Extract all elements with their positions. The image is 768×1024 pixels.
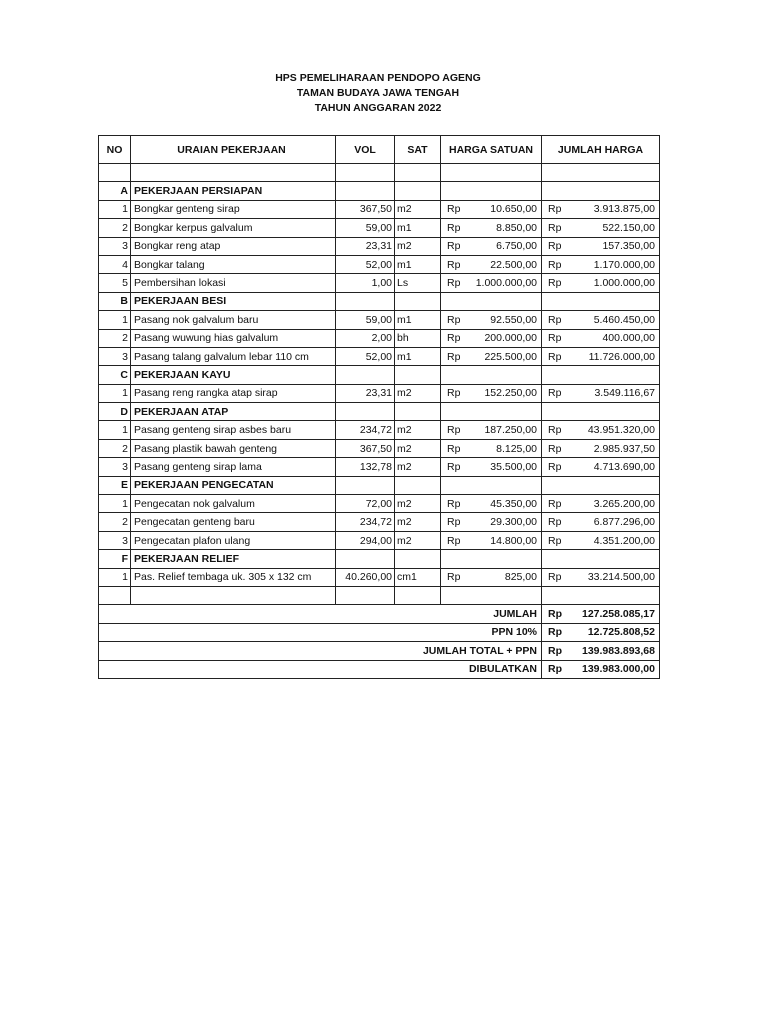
col-jumlah-harga: JUMLAH HARGA [542,136,660,164]
summary-value: 139.983.893,68 [582,644,655,657]
currency-label: Rp [447,313,461,326]
item-total-price [542,458,660,476]
col-no: NO [99,136,131,164]
item-unit-price-value: 1.000.000,00 [475,277,537,290]
col-uraian: URAIAN PEKERJAAN [131,136,336,164]
blank-cell [336,164,395,182]
section-title: PEKERJAAN KAYU [131,366,336,384]
empty-cell [336,476,395,494]
item-description: Bongkar reng atap [131,237,336,255]
item-unit: cm1 [395,568,441,586]
item-volume: 59,00 [336,311,395,329]
item-unit: m2 [395,384,441,402]
section-row [99,550,660,568]
item-unit-price [441,384,542,402]
currency-label: Rp [447,258,461,271]
item-no: 2 [99,439,131,457]
item-total-price-value: 2.985.937,50 [593,442,655,455]
empty-cell [395,182,441,200]
section-title: PEKERJAAN ATAP [131,403,336,421]
item-unit-price [441,568,542,586]
empty-cell [542,476,660,494]
blank-cell [542,586,660,604]
item-total-price-value: 1.000.000,00 [593,277,655,290]
item-unit-price-value: 92.550,00 [490,313,537,326]
item-description: Pasang plastik bawah genteng [131,439,336,457]
blank-cell [395,164,441,182]
item-no: 1 [99,495,131,513]
empty-cell [542,292,660,310]
item-description: Bongkar kerpus galvalum [131,219,336,237]
summary-row [99,605,660,623]
item-unit: m2 [395,237,441,255]
summary-label: JUMLAH TOTAL + PPN [99,642,542,660]
item-description: Pas. Relief tembaga uk. 305 x 132 cm [131,568,336,586]
item-description: Pembersihan lokasi [131,274,336,292]
item-total-price [542,439,660,457]
empty-cell [336,182,395,200]
empty-cell [441,550,542,568]
item-total-price-value: 5.460.450,00 [593,313,655,326]
currency-label: Rp [548,240,562,253]
item-volume: 52,00 [336,255,395,273]
item-unit-price [441,311,542,329]
summary-value: 127.258.085,17 [582,608,655,621]
empty-cell [542,366,660,384]
section-row [99,476,660,494]
item-volume: 294,00 [336,531,395,549]
item-unit: m2 [395,439,441,457]
empty-cell [395,476,441,494]
document-header [0,71,768,116]
item-row [99,311,660,329]
item-total-price [542,495,660,513]
item-unit-price-value: 8.125,00 [496,442,537,455]
item-volume: 23,31 [336,237,395,255]
section-row [99,182,660,200]
item-unit: m2 [395,421,441,439]
section-row [99,366,660,384]
currency-label: Rp [548,460,562,473]
currency-label: Rp [548,571,562,584]
currency-label: Rp [447,442,461,455]
empty-cell [542,403,660,421]
item-unit-price-value: 152.250,00 [484,387,537,400]
summary-row [99,642,660,660]
item-volume: 367,50 [336,439,395,457]
item-total-price-value: 4.713.690,00 [593,460,655,473]
currency-label: Rp [447,221,461,234]
item-unit-price [441,347,542,365]
table-header-row [99,136,660,164]
item-unit-price [441,513,542,531]
item-no: 1 [99,568,131,586]
empty-cell [336,292,395,310]
table-body [99,136,660,679]
section-code: A [99,182,131,200]
currency-label: Rp [548,387,562,400]
currency-label: Rp [447,497,461,510]
header-subtitle: TAMAN BUDAYA JAWA TENGAH [296,87,460,99]
item-row [99,237,660,255]
blank-cell [99,586,131,604]
summary-amount [542,605,660,623]
item-unit-price-value: 8.850,00 [496,221,537,234]
section-title: PEKERJAAN RELIEF [131,550,336,568]
summary-label: DIBULATKAN [99,660,542,678]
item-total-price-value: 3.549.116,67 [594,387,655,400]
item-description: Pengecatan plafon ulang [131,531,336,549]
item-unit-price [441,219,542,237]
item-volume: 1,00 [336,274,395,292]
currency-label: Rp [447,277,461,290]
item-total-price-value: 3.913.875,00 [593,203,655,216]
item-unit-price [441,458,542,476]
item-total-price [542,513,660,531]
item-total-price-value: 43.951.320,00 [587,424,655,437]
item-total-price [542,568,660,586]
summary-amount [542,660,660,678]
item-unit-price-value: 22.500,00 [490,258,537,271]
currency-label: Rp [447,387,461,400]
item-unit-price [441,255,542,273]
summary-amount [542,623,660,641]
item-total-price-value: 4.351.200,00 [593,534,655,547]
item-volume: 52,00 [336,347,395,365]
currency-label: Rp [548,203,562,216]
empty-cell [395,366,441,384]
item-unit: m2 [395,513,441,531]
item-no: 1 [99,200,131,218]
item-description: Pasang reng rangka atap sirap [131,384,336,402]
item-description: Pasang nok galvalum baru [131,311,336,329]
currency-label: Rp [548,277,562,290]
section-row [99,403,660,421]
currency-label: Rp [548,497,562,510]
item-description: Pengecatan nok galvalum [131,495,336,513]
item-total-price [542,200,660,218]
item-unit: bh [395,329,441,347]
currency-label: Rp [447,424,461,437]
blank-row [99,586,660,604]
item-volume: 59,00 [336,219,395,237]
currency-label: Rp [447,516,461,529]
hps-table [98,135,660,679]
item-unit-price-value: 14.800,00 [490,534,537,547]
item-volume: 2,00 [336,329,395,347]
currency-label: Rp [447,240,461,253]
item-description: Pasang wuwung hias galvalum [131,329,336,347]
item-total-price-value: 400.000,00 [602,332,655,345]
empty-cell [336,366,395,384]
item-unit-price-value: 187.250,00 [484,424,537,437]
section-title: PEKERJAAN PENGECATAN [131,476,336,494]
item-unit-price [441,274,542,292]
item-row [99,347,660,365]
col-harga-satuan: HARGA SATUAN [441,136,542,164]
item-unit: m2 [395,495,441,513]
item-total-price-value: 1.170.000,00 [593,258,655,271]
currency-label: Rp [447,203,461,216]
section-row [99,292,660,310]
currency-label: Rp [447,534,461,547]
summary-amount [542,642,660,660]
currency-label: Rp [447,350,461,363]
currency-label: Rp [447,460,461,473]
currency-label: Rp [548,442,562,455]
currency-label: Rp [548,424,562,437]
item-volume: 234,72 [336,513,395,531]
item-no: 4 [99,255,131,273]
item-no: 3 [99,531,131,549]
blank-cell [542,164,660,182]
section-code: F [99,550,131,568]
item-description: Pasang genteng sirap asbes baru [131,421,336,439]
item-total-price [542,329,660,347]
currency-label: Rp [447,571,461,584]
header-year: TAHUN ANGGARAN 2022 [314,102,442,114]
item-row [99,421,660,439]
item-unit-price [441,421,542,439]
item-total-price-value: 11.726.000,00 [588,350,655,363]
empty-cell [395,403,441,421]
item-no: 1 [99,421,131,439]
item-unit-price-value: 225.500,00 [484,350,537,363]
col-vol: VOL [336,136,395,164]
item-row [99,439,660,457]
section-title: PEKERJAAN BESI [131,292,336,310]
currency-label: Rp [548,608,562,621]
item-total-price [542,384,660,402]
currency-label: Rp [548,313,562,326]
header-title: HPS PEMELIHARAAN PENDOPO AGENG [275,72,481,84]
item-no: 2 [99,329,131,347]
item-total-price [542,531,660,549]
item-total-price-value: 33.214.500,00 [587,571,655,584]
item-total-price [542,219,660,237]
section-code: C [99,366,131,384]
item-no: 1 [99,384,131,402]
blank-cell [336,586,395,604]
item-unit: Ls [395,274,441,292]
item-unit-price-value: 825,00 [504,571,537,584]
item-unit: m1 [395,255,441,273]
item-description: Bongkar genteng sirap [131,200,336,218]
item-no: 1 [99,311,131,329]
summary-row [99,623,660,641]
item-row [99,200,660,218]
item-unit-price [441,200,542,218]
section-code: D [99,403,131,421]
blank-cell [99,164,131,182]
item-unit-price [441,329,542,347]
currency-label: Rp [548,516,562,529]
item-unit: m1 [395,219,441,237]
empty-cell [441,366,542,384]
item-no: 3 [99,237,131,255]
item-volume: 234,72 [336,421,395,439]
empty-cell [395,292,441,310]
item-unit: m2 [395,531,441,549]
item-total-price [542,255,660,273]
item-no: 3 [99,458,131,476]
blank-cell [131,164,336,182]
item-total-price-value: 3.265.200,00 [593,497,655,510]
empty-cell [336,403,395,421]
item-total-price-value: 157.350,00 [602,240,655,253]
section-code: E [99,476,131,494]
currency-label: Rp [548,534,562,547]
summary-row [99,660,660,678]
item-row [99,384,660,402]
empty-cell [441,182,542,200]
item-row [99,458,660,476]
item-unit-price [441,237,542,255]
empty-cell [395,550,441,568]
item-no: 2 [99,513,131,531]
item-total-price [542,274,660,292]
item-no: 3 [99,347,131,365]
item-unit-price-value: 29.300,00 [490,516,537,529]
item-row [99,568,660,586]
item-row [99,219,660,237]
item-unit-price-value: 45.350,00 [490,497,537,510]
item-no: 2 [99,219,131,237]
item-volume: 40.260,00 [336,568,395,586]
item-row [99,329,660,347]
section-title: PEKERJAAN PERSIAPAN [131,182,336,200]
item-total-price [542,421,660,439]
empty-cell [336,550,395,568]
item-row [99,274,660,292]
currency-label: Rp [548,332,562,345]
item-no: 5 [99,274,131,292]
currency-label: Rp [548,626,562,639]
item-volume: 132,78 [336,458,395,476]
blank-cell [441,164,542,182]
item-volume: 72,00 [336,495,395,513]
currency-label: Rp [548,644,562,657]
currency-label: Rp [447,332,461,345]
currency-label: Rp [548,221,562,234]
item-volume: 23,31 [336,384,395,402]
item-total-price-value: 522.150,00 [602,221,655,234]
summary-value: 139.983.000,00 [582,663,655,676]
item-row [99,255,660,273]
item-total-price [542,311,660,329]
section-code: B [99,292,131,310]
item-unit-price [441,439,542,457]
item-total-price [542,237,660,255]
item-total-price [542,347,660,365]
item-unit: m2 [395,200,441,218]
blank-row [99,164,660,182]
item-unit: m1 [395,311,441,329]
summary-label: PPN 10% [99,623,542,641]
item-description: Pengecatan genteng baru [131,513,336,531]
empty-cell [441,292,542,310]
item-unit: m2 [395,458,441,476]
item-unit: m1 [395,347,441,365]
item-volume: 367,50 [336,200,395,218]
item-row [99,495,660,513]
item-row [99,531,660,549]
empty-cell [542,550,660,568]
blank-cell [395,586,441,604]
currency-label: Rp [548,258,562,271]
summary-value: 12.725.808,52 [587,626,655,639]
item-description: Pasang genteng sirap lama [131,458,336,476]
item-row [99,513,660,531]
blank-cell [441,586,542,604]
blank-cell [131,586,336,604]
item-unit-price-value: 200.000,00 [484,332,537,345]
empty-cell [441,476,542,494]
item-unit-price-value: 6.750,00 [496,240,537,253]
summary-label: JUMLAH [99,605,542,623]
item-unit-price [441,531,542,549]
empty-cell [542,182,660,200]
empty-cell [441,403,542,421]
item-unit-price-value: 35.500,00 [490,460,537,473]
col-sat: SAT [395,136,441,164]
item-unit-price [441,495,542,513]
currency-label: Rp [548,350,562,363]
item-unit-price-value: 10.650,00 [490,203,537,216]
currency-label: Rp [548,663,562,676]
item-description: Bongkar talang [131,255,336,273]
item-description: Pasang talang galvalum lebar 110 cm [131,347,336,365]
item-total-price-value: 6.877.296,00 [593,516,655,529]
